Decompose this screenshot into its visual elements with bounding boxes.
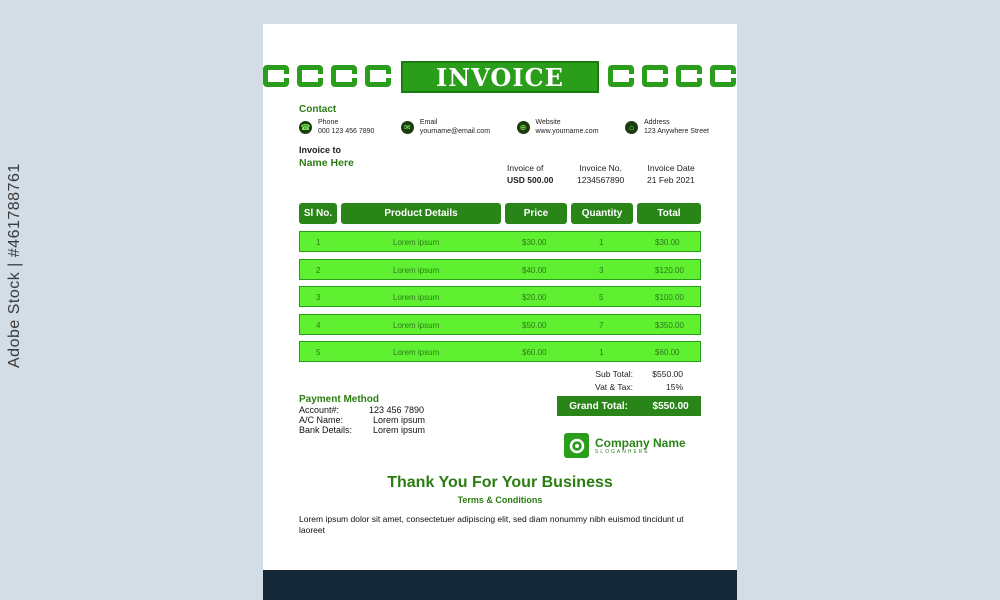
meta-invoice-date-value: 21 Feb 2021: [647, 175, 695, 185]
table-row: [299, 231, 701, 252]
grand-total-value: $550.00: [652, 400, 689, 412]
bank-details-value: Lorem ipsum: [373, 425, 426, 435]
cell-quantity: 3: [599, 265, 604, 275]
cell-price: $20.00: [522, 293, 547, 302]
terms-title: Terms & Conditions: [457, 495, 543, 505]
invoice-title-banner: [401, 61, 599, 93]
grand-total-bar: [557, 396, 701, 416]
globe-icon: ⊕: [517, 121, 530, 134]
contact-phone: [299, 118, 374, 136]
account-label: Account#:: [299, 405, 340, 415]
header-product-details: Product Details: [341, 203, 501, 224]
company-logo: [564, 433, 686, 458]
cell-total: $120.00: [655, 265, 684, 275]
table-row: [299, 286, 701, 307]
phone-icon: ☎: [300, 122, 311, 132]
table-row: [299, 259, 701, 280]
meta-invoice-of-value: USD 500.00: [507, 175, 554, 185]
payment-details: [299, 405, 425, 435]
stock-id-label: Adobe Stock | #461788761: [6, 163, 23, 368]
contact-email: [401, 118, 490, 136]
contact-row: [299, 118, 709, 136]
email-icon: ✉: [401, 121, 414, 134]
contact-email-value: yourname@email.com: [419, 128, 491, 135]
meta-invoice-of-label: Invoice of: [507, 163, 544, 173]
ac-name-value: Lorem ipsum: [373, 415, 426, 425]
table-body: [299, 231, 701, 369]
cell-quantity: 5: [599, 293, 604, 302]
vat-value: 15%: [665, 382, 683, 392]
meta-invoice-date: [647, 162, 695, 186]
grand-total-label: Grand Total:: [569, 400, 628, 412]
contact-label: Contact: [299, 104, 337, 115]
company-slogan: SLOGANHERE: [595, 448, 650, 455]
home-icon: ⌂: [625, 121, 638, 134]
meta-invoice-no: [577, 162, 624, 186]
meta-invoice-date-label: Invoice Date: [647, 163, 695, 173]
cell-product: Lorem ipsum: [393, 238, 440, 247]
cell-product: Lorem ipsum: [393, 293, 440, 302]
meta-invoice-of: [507, 162, 553, 186]
chain-decoration-left: [263, 65, 391, 87]
subtotal-label: Sub Total:: [595, 369, 633, 379]
cell-sl: 1: [316, 238, 321, 247]
meta-invoice-no-value: 1234567890: [577, 175, 625, 185]
cell-sl: 5: [316, 348, 321, 357]
header-sl-no: Sl No.: [299, 203, 337, 224]
ac-name-label: A/C Name:: [299, 415, 344, 425]
cell-price: $40.00: [522, 265, 547, 275]
thank-you-heading: Thank You For Your Business: [387, 474, 613, 491]
payment-method-title: Payment Method: [299, 394, 380, 405]
table-row: [299, 314, 701, 335]
cell-price: $30.00: [522, 238, 547, 247]
contact-address-value: 123 Anywhere Street: [643, 128, 709, 135]
contact-website: [517, 118, 599, 136]
contact-website-value: www.yourname.com: [535, 128, 599, 135]
contact-website-label: Website: [535, 119, 561, 126]
contact-phone-label: Phone: [318, 119, 339, 126]
invoice-to-label: Invoice to: [299, 145, 342, 155]
invoice-document: [263, 24, 737, 570]
contact-phone-value: 000 123 456 7890: [318, 128, 375, 135]
cell-total: $60.00: [655, 348, 680, 357]
header-quantity: Quantity: [571, 203, 633, 224]
bank-details-label: Bank Details:: [299, 425, 353, 435]
company-mark-icon: [564, 433, 589, 458]
cell-sl: 2: [316, 265, 321, 275]
contact-address-label: Address: [643, 119, 670, 126]
cell-price: $60.00: [522, 348, 547, 357]
cell-quantity: 1: [599, 238, 604, 247]
company-name: Company Name: [595, 435, 686, 450]
cell-product: Lorem ipsum: [393, 265, 440, 275]
cell-quantity: 1: [599, 348, 604, 357]
client-name: Name Here: [299, 157, 354, 169]
totals-block: [579, 368, 683, 394]
contact-address: [625, 118, 709, 136]
account-value: 123 456 7890: [369, 405, 425, 415]
cell-sl: 3: [316, 293, 321, 302]
cell-total: $100.00: [655, 293, 684, 302]
cell-total: $350.00: [655, 320, 684, 330]
chain-decoration-right: [608, 65, 736, 87]
vat-label: Vat & Tax:: [595, 382, 633, 392]
table-row: [299, 341, 701, 362]
contact-email-label: Email: [419, 119, 438, 126]
terms-text: Lorem ipsum dolor sit amet, consectetuer adipiscing elit, sed diam nonummy nibh euismod tincidunt ut laoreet: [299, 514, 684, 535]
cell-product: Lorem ipsum: [393, 348, 440, 357]
meta-invoice-no-label: Invoice No.: [579, 163, 622, 173]
cell-quantity: 7: [599, 320, 604, 330]
subtotal-value: $550.00: [652, 369, 683, 379]
header-price: Price: [505, 203, 567, 224]
cell-sl: 4: [316, 320, 321, 330]
cell-price: $50.00: [522, 320, 547, 330]
invoice-title: INVOICE: [436, 62, 564, 92]
cell-total: $30.00: [655, 238, 680, 247]
header-total: Total: [637, 203, 701, 224]
cell-product: Lorem ipsum: [393, 320, 440, 330]
